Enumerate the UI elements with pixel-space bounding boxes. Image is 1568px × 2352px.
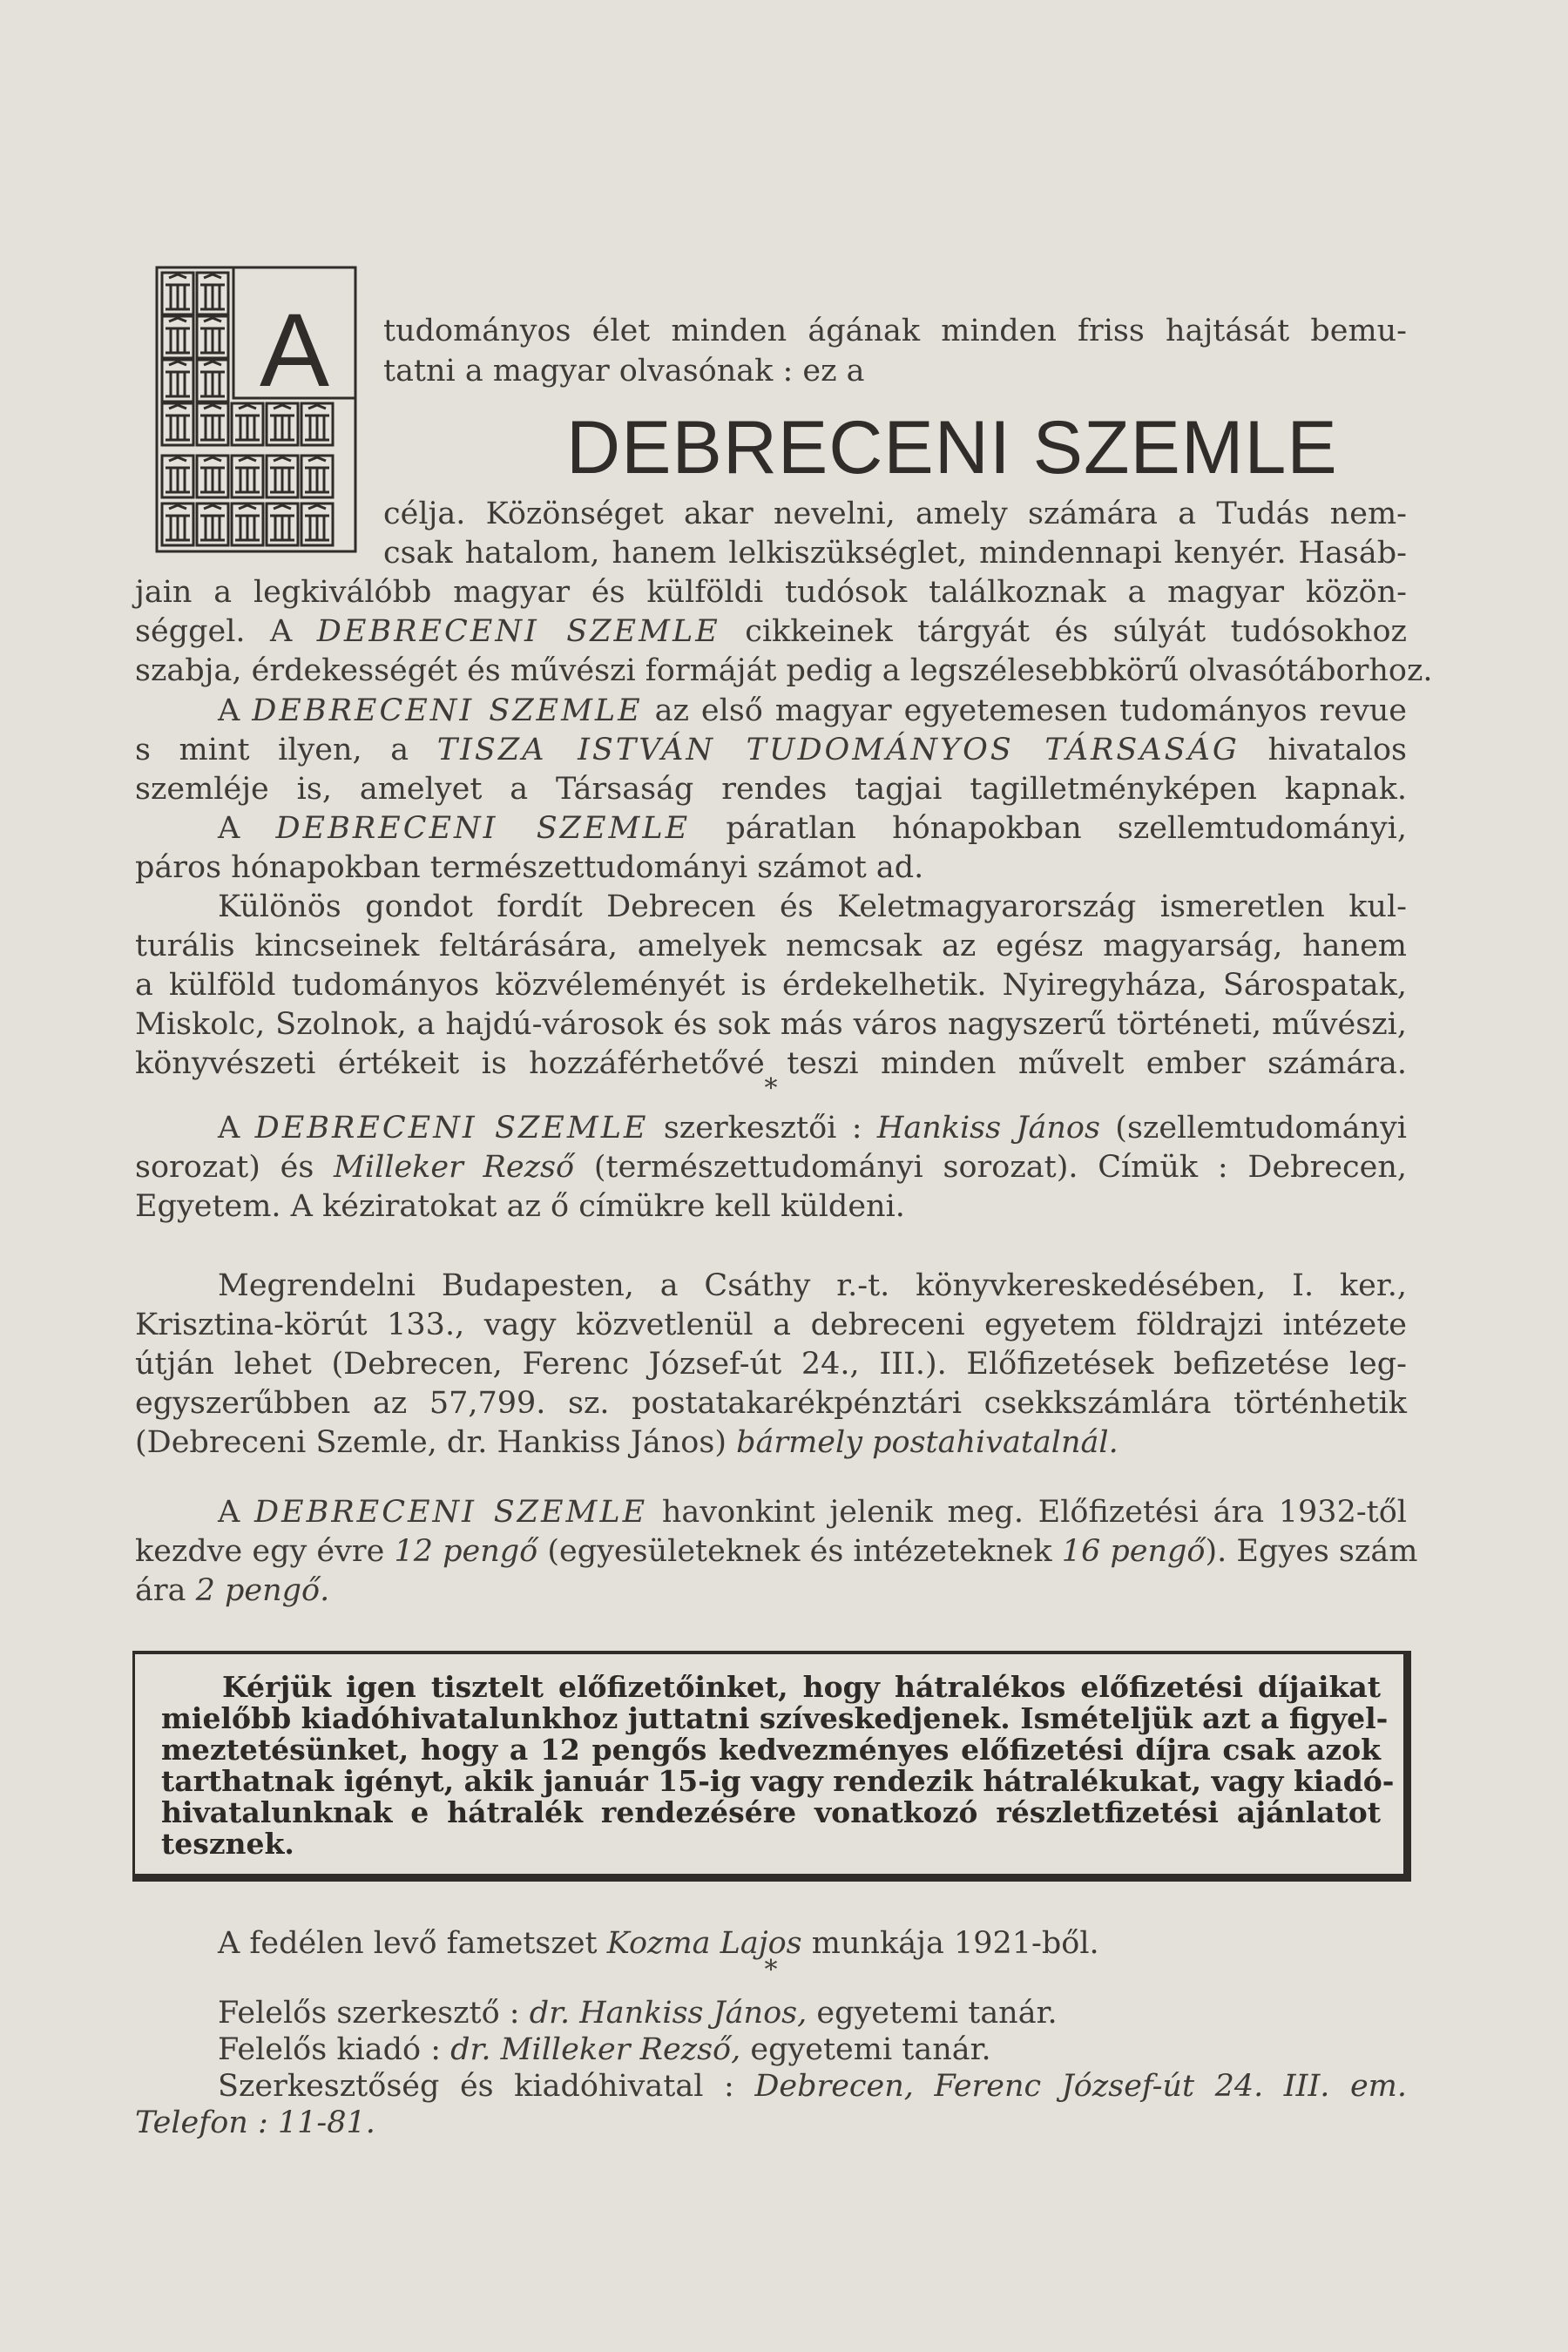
paragraph-line: útján lehet (Debrecen, Ferenc József-út 24., III.). Előfizetések befizetése leg- [135, 1347, 1407, 1382]
notice-line: Kérjük igen tisztelt előfizetőinket, hogy hátralékos előfizetési díjaikat [222, 1670, 1381, 1704]
separator-star-2: * [764, 1955, 778, 1985]
intro-line: célja. Közönséget akar nevelni, amely számára a Tudás nem- [383, 497, 1407, 531]
intro-line: tatni a magyar olvasónak : ez a [383, 354, 865, 389]
notice-line: meztetésünket, hogy a 12 pengős kedvezményes előfizetési díjra csak azok [161, 1733, 1381, 1767]
paragraph-line: (Debreceni Szemle, dr. Hankiss János) bármely postahivatalnál. [135, 1425, 1119, 1460]
notice-line: mielőbb kiadóhivatalunkhoz juttatni szíveskedjenek. Ismételjük azt a figyel- [161, 1701, 1389, 1735]
paragraph-line: egyszerűbben az 57,799. sz. postatakarékpénztári csekkszámlára történhetik [135, 1386, 1407, 1421]
intro-line: séggel. A DEBRECENI SZEMLE cikkeinek tárgyát és súlyát tudósokhoz [135, 614, 1407, 649]
paragraph-line: s mint ilyen, a TISZA ISTVÁN TUDOMÁNYOS TÁRSASÁG hivatalos [135, 733, 1408, 767]
paragraph-line: A DEBRECENI SZEMLE páratlan hónapokban szellemtudományi, [218, 811, 1407, 846]
paragraph-line: A fedélen levő fametszet Kozma Lajos munkája 1921-ből. [218, 1926, 1099, 1961]
paragraph-line: turális kincseinek feltárására, amelyek nemcsak az egész magyarság, hanem [135, 929, 1407, 963]
paragraph-line: Miskolc, Szolnok, a hajdú-városok és sok más város nagyszerű történeti, művészi, [135, 1007, 1407, 1042]
intro-line: csak hatalom, hanem lelkiszükséglet, mindennapi kenyér. Hasáb- [383, 536, 1407, 571]
paragraph-line: A DEBRECENI SZEMLE havonkint jelenik meg. Előfizetési ára 1932-től [218, 1495, 1407, 1530]
payment-notice-box [132, 1651, 1411, 1882]
notice-line: tarthatnak igényt, akik január 15-ig vagy rendezik hátralékukat, vagy kiadó- [161, 1764, 1395, 1798]
paragraph-line: sorozat) és Milleker Rezső (természettudományi sorozat). Címük : Debrecen, [135, 1150, 1408, 1185]
imprint-line: Telefon : 11-81. [135, 2105, 375, 2140]
paragraph-line: A DEBRECENI SZEMLE szerkesztői : Hankiss János (szellemtudományi [218, 1111, 1407, 1146]
paragraph-line: A DEBRECENI SZEMLE az első magyar egyetemesen tudományos revue [218, 693, 1407, 728]
paragraph-line: kezdve egy évre 12 pengő (egyesületeknek és intézeteknek 16 pengő). Egyes szám [135, 1534, 1418, 1569]
paragraph-line: a külföld tudományos közvéleményét is érdekelhetik. Nyiregyháza, Sárospatak, [135, 968, 1407, 1003]
imprint-line: Felelős szerkesztő : dr. Hankiss János, egyetemi tanár. [218, 1996, 1058, 2031]
paragraph-line: Megrendelni Budapesten, a Csáthy r.-t. könyvkereskedésében, I. ker., [218, 1268, 1407, 1303]
paragraph-line: ára 2 pengő. [135, 1573, 330, 1608]
journal-title: DEBRECENI SZEMLE [566, 406, 1338, 490]
notice-line: tesznek. [161, 1827, 294, 1861]
paragraph-line: páros hónapokban természettudományi számot ad. [135, 850, 924, 885]
ornamental-drop-cap [155, 266, 357, 553]
drop-cap-letter: A [259, 292, 330, 409]
paragraph-line: Krisztina-körút 133., vagy közvetlenül a debreceni egyetem földrajzi intézete [135, 1308, 1407, 1342]
intro-line: szabja, érdekességét és művészi formáját pedig a legszélesebbkörű olvasótáborhoz. [135, 653, 1433, 688]
notice-line: hivatalunknak e hátralék rendezésére vonatkozó részletfizetési ajánlatot [161, 1795, 1381, 1829]
paragraph-line: könyvészeti értékeit is hozzáférhetővé teszi minden művelt ember számára. [135, 1046, 1407, 1081]
paragraph-line: Egyetem. A kéziratokat az ő címükre kell küldeni. [135, 1189, 905, 1224]
paragraph-line: Különös gondot fordít Debrecen és Keletmagyarország ismeretlen kul- [218, 889, 1407, 924]
paragraph-line: szemléje is, amelyet a Társaság rendes tagjai tagilletményképen kapnak. [135, 772, 1407, 807]
imprint-line: Felelős kiadó : dr. Milleker Rezső, egyetemi tanár. [218, 2032, 991, 2067]
intro-line: tudományos élet minden ágának minden friss hajtását bemu- [383, 314, 1407, 348]
intro-line: jain a legkiválóbb magyar és külföldi tudósok találkoznak a magyar közön- [135, 575, 1407, 610]
imprint-line: Szerkesztőség és kiadóhivatal : Debrecen, Ferenc József-út 24. III. em. [218, 2069, 1407, 2104]
separator-star: * [764, 1073, 778, 1104]
